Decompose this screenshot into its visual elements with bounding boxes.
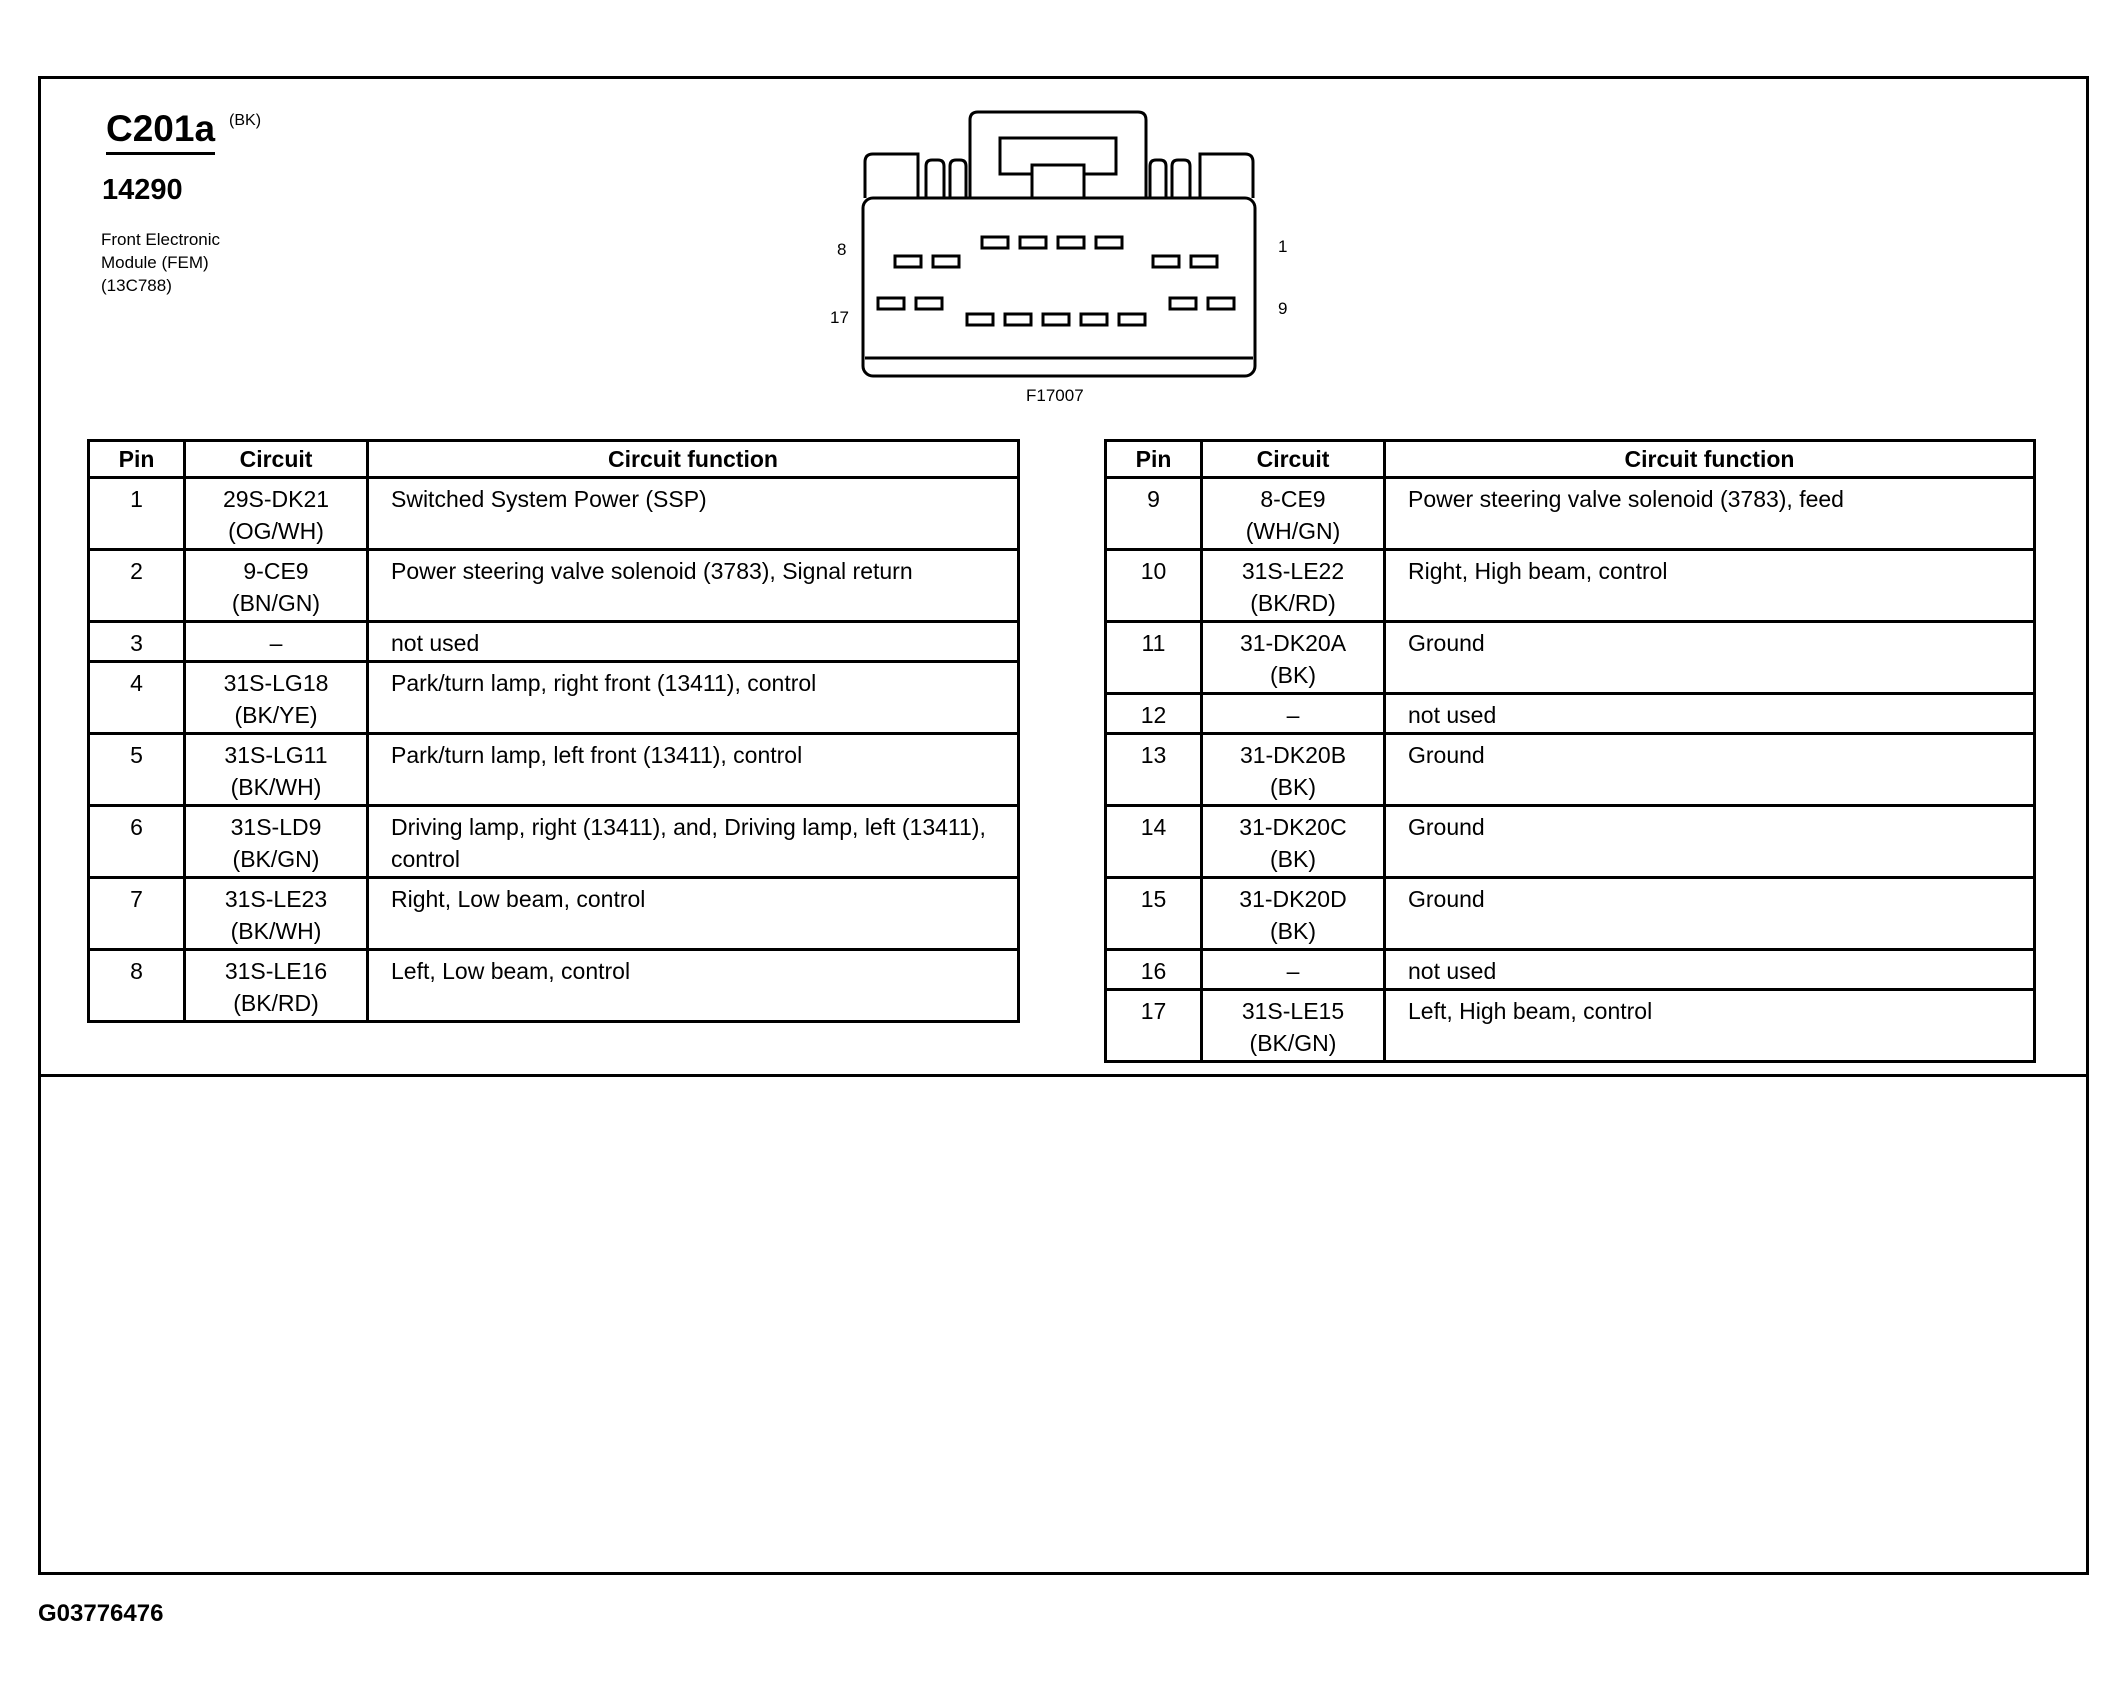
- pin-number: 12: [1106, 694, 1202, 734]
- table-row: [89, 806, 1019, 878]
- wire-color: (BK): [1270, 662, 1316, 688]
- table-row: [89, 550, 1019, 622]
- circuit-cell: [1202, 806, 1385, 878]
- pin-number: 3: [89, 622, 185, 662]
- circuit-function: Park/turn lamp, left front (13411), control: [368, 734, 1019, 806]
- table-row: [1106, 990, 2035, 1062]
- pin-label-17: 17: [830, 308, 849, 327]
- circuit-id: 31S-LE15: [1241, 998, 1345, 1024]
- description-line: Front Electronic: [101, 230, 221, 249]
- circuit-function: not used: [368, 622, 1019, 662]
- table-row: [1106, 950, 2035, 990]
- table-row: [1106, 622, 2035, 694]
- circuit-id: 31-DK20B: [1239, 742, 1347, 768]
- wire-color: (BK/WH): [230, 918, 322, 944]
- circuit-id: 8-CE9: [1260, 486, 1326, 512]
- header-circuit: Circuit: [1202, 441, 1385, 478]
- circuit-id: 31S-LD9: [230, 814, 322, 840]
- table-row: [1106, 550, 2035, 622]
- circuit-id: 31S-LE16: [224, 958, 328, 984]
- pin-number: 9: [1106, 478, 1202, 550]
- wire-color: (BK): [1270, 774, 1316, 800]
- header-pin: Pin: [89, 441, 185, 478]
- pin-number: 1: [89, 478, 185, 550]
- circuit-id: 31S-LE22: [1241, 558, 1345, 584]
- circuit-cell: [185, 734, 368, 806]
- circuit-function: Ground: [1385, 878, 2035, 950]
- circuit-function: Ground: [1385, 734, 2035, 806]
- table-row: [89, 878, 1019, 950]
- table-row: [89, 734, 1019, 806]
- circuit-function: Driving lamp, right (13411), and, Driving lamp, left (13411), control: [368, 806, 1019, 878]
- circuit-function: not used: [1385, 950, 2035, 990]
- pin-number: 10: [1106, 550, 1202, 622]
- circuit-cell: [185, 478, 368, 550]
- table-row: [1106, 734, 2035, 806]
- circuit-id: 31-DK20D: [1239, 886, 1347, 912]
- circuit-function: Power steering valve solenoid (3783), feed: [1385, 478, 2035, 550]
- wire-color: (BN/GN): [231, 590, 321, 616]
- section-divider: [38, 1074, 2089, 1077]
- table-row: [1106, 694, 2035, 734]
- pin-number: 16: [1106, 950, 1202, 990]
- circuit-function: Park/turn lamp, right front (13411), control: [368, 662, 1019, 734]
- wire-color: (OG/WH): [228, 518, 324, 544]
- circuit-cell: [185, 662, 368, 734]
- wire-color: (WH/GN): [1245, 518, 1341, 544]
- table-header-row: [89, 441, 1019, 478]
- description-line: Module (FEM): [101, 253, 209, 272]
- circuit-id: 31S-LG18: [223, 670, 329, 696]
- circuit-function: Right, Low beam, control: [368, 878, 1019, 950]
- module-description: [101, 228, 220, 297]
- pin-number: 8: [89, 950, 185, 1022]
- circuit-cell: [1202, 478, 1385, 550]
- circuit-cell: [1202, 734, 1385, 806]
- circuit-function: Left, High beam, control: [1385, 990, 2035, 1062]
- pin-label-8: 8: [837, 240, 847, 259]
- circuit-cell: [185, 550, 368, 622]
- pin-number: 6: [89, 806, 185, 878]
- circuit-function: Left, Low beam, control: [368, 950, 1019, 1022]
- wire-color: (BK/GN): [232, 846, 320, 872]
- pin-number: 4: [89, 662, 185, 734]
- pin-number: 5: [89, 734, 185, 806]
- part-number: 14290: [102, 174, 183, 206]
- header-function: Circuit function: [1385, 441, 2035, 478]
- wire-color: (BK/WH): [230, 774, 322, 800]
- pin-label-9: 9: [1278, 299, 1288, 318]
- circuit-cell: [1202, 694, 1385, 734]
- circuit-function: Ground: [1385, 806, 2035, 878]
- pin-number: 7: [89, 878, 185, 950]
- wire-color: (BK/RD): [233, 990, 319, 1016]
- pin-label-1: 1: [1278, 237, 1288, 256]
- circuit-id: 31S-LE23: [224, 886, 328, 912]
- pin-number: 17: [1106, 990, 1202, 1062]
- circuit-function: Power steering valve solenoid (3783), Signal return: [368, 550, 1019, 622]
- header-circuit: Circuit: [185, 441, 368, 478]
- circuit-id: –: [269, 630, 283, 656]
- wire-color: (BK/GN): [1249, 1030, 1337, 1056]
- circuit-id: 31S-LG11: [224, 742, 328, 768]
- table-row: [89, 478, 1019, 550]
- circuit-id: 29S-DK21: [222, 486, 330, 512]
- pin-table-left: [87, 439, 1020, 1023]
- circuit-function: Ground: [1385, 622, 2035, 694]
- circuit-id: 31-DK20C: [1239, 814, 1347, 840]
- connector-face-diagram: [820, 100, 1300, 420]
- table-row: [1106, 806, 2035, 878]
- circuit-cell: [1202, 990, 1385, 1062]
- circuit-cell: [1202, 878, 1385, 950]
- description-line: (13C788): [101, 276, 172, 295]
- pin-number: 11: [1106, 622, 1202, 694]
- circuit-id: –: [1286, 702, 1300, 728]
- table-row: [89, 622, 1019, 662]
- table-row: [1106, 478, 2035, 550]
- graphic-id: G03776476: [38, 1600, 164, 1627]
- connector-header: [106, 108, 261, 155]
- figure-ref: F17007: [1026, 386, 1084, 405]
- circuit-id: –: [1286, 958, 1300, 984]
- table-row: [89, 950, 1019, 1022]
- table-row: [1106, 878, 2035, 950]
- table-row: [89, 662, 1019, 734]
- circuit-function: not used: [1385, 694, 2035, 734]
- pin-number: 2: [89, 550, 185, 622]
- wire-color: (BK): [1270, 918, 1316, 944]
- circuit-function: Switched System Power (SSP): [368, 478, 1019, 550]
- pin-number: 15: [1106, 878, 1202, 950]
- circuit-cell: [185, 622, 368, 662]
- circuit-cell: [1202, 950, 1385, 990]
- table-header-row: [1106, 441, 2035, 478]
- pin-table-right: [1104, 439, 2036, 1063]
- wire-color: (BK/YE): [234, 702, 318, 728]
- circuit-id: 9-CE9: [243, 558, 309, 584]
- pin-number: 13: [1106, 734, 1202, 806]
- circuit-cell: [185, 806, 368, 878]
- pin-number: 14: [1106, 806, 1202, 878]
- wire-color: (BK/RD): [1250, 590, 1336, 616]
- circuit-id: 31-DK20A: [1239, 630, 1347, 656]
- connector-id: C201a: [106, 108, 215, 155]
- circuit-function: Right, High beam, control: [1385, 550, 2035, 622]
- connector-color-code: (BK): [229, 112, 262, 129]
- header-function: Circuit function: [368, 441, 1019, 478]
- header-pin: Pin: [1106, 441, 1202, 478]
- circuit-cell: [185, 878, 368, 950]
- circuit-cell: [1202, 550, 1385, 622]
- wire-color: (BK): [1270, 846, 1316, 872]
- circuit-cell: [1202, 622, 1385, 694]
- circuit-cell: [185, 950, 368, 1022]
